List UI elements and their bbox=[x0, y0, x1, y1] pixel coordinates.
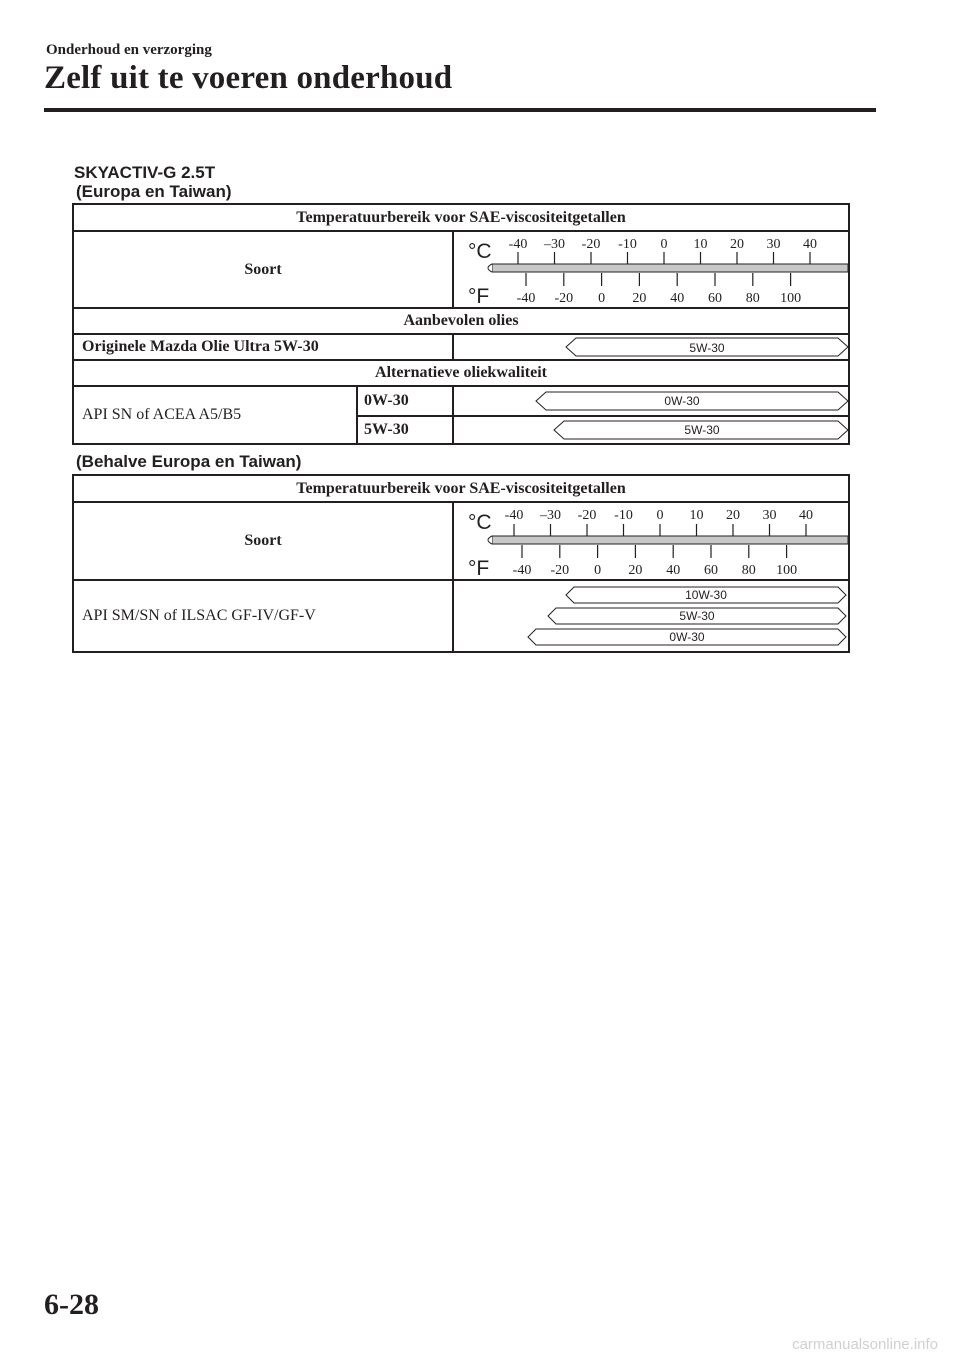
thermometer-bar bbox=[492, 264, 848, 272]
oil-ranges bbox=[453, 580, 849, 652]
celsius-symbol: °C bbox=[468, 240, 492, 263]
oil-spec: API SM/SN of ILSAC GF-IV/GF-V bbox=[73, 580, 453, 652]
fahrenheit-tick-label: -40 bbox=[516, 291, 536, 306]
celsius-tick-label: -20 bbox=[577, 508, 597, 523]
fahrenheit-tick-label: 20 bbox=[632, 291, 647, 306]
watermark: carmanualsonline.info bbox=[792, 1336, 938, 1353]
fahrenheit-symbol: °F bbox=[468, 557, 490, 579]
table-header: Temperatuurbereik voor SAE-viscositeitgetallen bbox=[73, 204, 849, 231]
recommended-range bbox=[453, 334, 849, 360]
fahrenheit-tick-label: 80 bbox=[741, 563, 756, 578]
recommended-header: Aanbevolen olies bbox=[73, 308, 849, 334]
region-label-other: (Behalve Europa en Taiwan) bbox=[76, 452, 302, 471]
fahrenheit-tick-label: 80 bbox=[745, 291, 760, 306]
page-title: Zelf uit te voeren onderhoud bbox=[44, 60, 453, 96]
fahrenheit-tick-label: 40 bbox=[666, 563, 681, 578]
celsius-tick-label: 20 bbox=[730, 237, 744, 252]
table-header: Temperatuurbereik voor SAE-viscositeitgetallen bbox=[73, 475, 849, 502]
engine-label: SKYACTIV-G 2.5T bbox=[74, 163, 216, 182]
celsius-tick-label: -40 bbox=[508, 237, 528, 252]
range-bar-label: 5W-30 bbox=[679, 609, 715, 623]
temperature-scale bbox=[453, 502, 849, 580]
alternative-spec: API SN of ACEA A5/B5 bbox=[73, 386, 357, 444]
thermometer-bar bbox=[492, 536, 848, 544]
celsius-tick-label: -20 bbox=[581, 237, 601, 252]
viscosity-table-other bbox=[72, 474, 850, 653]
celsius-tick-label: 0 bbox=[656, 508, 664, 523]
region-label-europe-taiwan: (Europa en Taiwan) bbox=[76, 182, 232, 201]
fahrenheit-tick-label: 20 bbox=[628, 563, 643, 578]
fahrenheit-symbol: °F bbox=[468, 285, 490, 307]
celsius-tick-label: 40 bbox=[803, 237, 817, 252]
range-bar-label: 5W-30 bbox=[684, 423, 720, 437]
celsius-tick-label: 10 bbox=[689, 508, 704, 523]
celsius-tick-label: –30 bbox=[540, 508, 561, 523]
fahrenheit-tick-label: -20 bbox=[554, 291, 574, 306]
celsius-tick-label: 20 bbox=[726, 508, 740, 523]
viscosity-table-europe bbox=[72, 203, 850, 445]
range-bar-label: 0W-30 bbox=[669, 630, 705, 644]
fahrenheit-tick-label: 0 bbox=[598, 291, 606, 306]
celsius-tick-label: -10 bbox=[614, 508, 633, 523]
range-bar-label: 5W-30 bbox=[689, 341, 725, 355]
type-label: Soort bbox=[73, 231, 453, 308]
alternative-grade: 5W-30 bbox=[357, 416, 453, 444]
celsius-tick-label: -40 bbox=[504, 508, 524, 523]
type-label: Soort bbox=[73, 502, 453, 580]
celsius-tick-label: –30 bbox=[544, 237, 565, 252]
celsius-tick-label: 0 bbox=[660, 237, 668, 252]
fahrenheit-tick-label: 100 bbox=[780, 291, 802, 306]
thermometer-bulb bbox=[488, 264, 492, 272]
fahrenheit-tick-label: -20 bbox=[550, 563, 570, 578]
fahrenheit-tick-label: 60 bbox=[708, 291, 722, 306]
celsius-tick-label: -10 bbox=[618, 237, 637, 252]
recommended-oil: Originele Mazda Olie Ultra 5W-30 bbox=[73, 334, 453, 360]
fahrenheit-tick-label: 0 bbox=[594, 563, 602, 578]
fahrenheit-tick-label: 100 bbox=[776, 563, 798, 578]
alternative-header: Alternatieve oliekwaliteit bbox=[73, 360, 849, 386]
range-bar-label: 0W-30 bbox=[664, 394, 700, 408]
fahrenheit-tick-label: 40 bbox=[670, 291, 685, 306]
celsius-tick-label: 10 bbox=[693, 237, 708, 252]
temperature-scale bbox=[453, 231, 849, 308]
alternative-range bbox=[453, 386, 849, 416]
fahrenheit-tick-label: -40 bbox=[512, 563, 532, 578]
section-label: Onderhoud en verzorging bbox=[46, 42, 212, 58]
title-divider bbox=[44, 108, 876, 112]
celsius-tick-label: 30 bbox=[762, 508, 777, 523]
celsius-tick-label: 40 bbox=[799, 508, 813, 523]
range-bar-label: 10W-30 bbox=[685, 588, 727, 602]
alternative-grade: 0W-30 bbox=[357, 386, 453, 416]
celsius-symbol: °C bbox=[468, 511, 492, 534]
thermometer-bulb bbox=[488, 536, 492, 544]
alternative-range bbox=[453, 416, 849, 444]
fahrenheit-tick-label: 60 bbox=[704, 563, 718, 578]
celsius-tick-label: 30 bbox=[766, 237, 781, 252]
page-number: 6-28 bbox=[44, 1288, 99, 1321]
